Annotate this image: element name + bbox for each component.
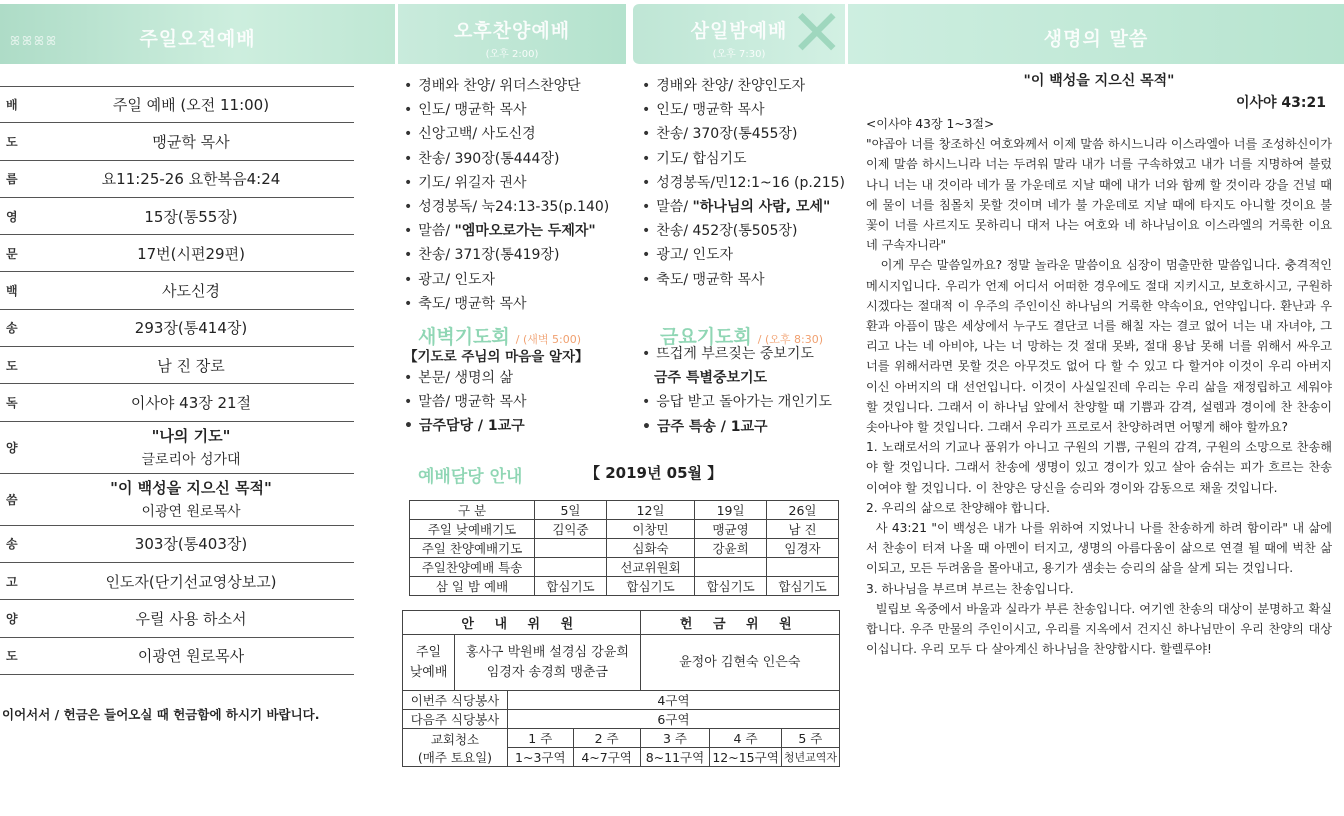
list-item: • 성경봉독/ 눅24:13-35(p.140)	[404, 195, 609, 219]
order-label: 영	[6, 209, 18, 224]
order-label: 배	[6, 98, 18, 113]
cleaning-label-cell	[403, 729, 508, 767]
friday-prayer-time: / (오후 8:30)	[757, 333, 824, 346]
sermon-paragraph: 1. 노래로서의 기교나 품위가 아니고 구원의 기쁨, 구원의 감격, 구원의 소망으로 찬송해야 할 것입니다. 그래서 찬송에 생명이 있고 경이가 있고 살아 숨쉬는 피가 흐르는 찬송이여야 할 것입니다. 이 찬양은 당신을 승리와 경이와 감동으로 채울 것입니다.	[866, 440, 1332, 495]
dawn-prayer-time: / (새벽 5:00)	[515, 333, 582, 346]
list-item: • 찬송/ 452장(통505장)	[642, 219, 845, 243]
table-cell: 남 진	[767, 520, 839, 539]
list-item: • 축도/ 맹균학 목사	[642, 268, 845, 292]
list-item	[642, 195, 845, 219]
table-cell	[535, 539, 607, 558]
anthem-choir: 글로리아 성가대	[141, 452, 241, 469]
list-item: • 광고/ 인도자	[642, 243, 845, 267]
order-value: 주일 예배 (오전 11:00)	[112, 96, 270, 115]
offering-names-cell: 윤정아 김현숙 인은숙	[640, 635, 839, 691]
order-row	[0, 563, 354, 600]
order-row	[0, 384, 354, 421]
list-item: • 기도/ 합심기도	[642, 147, 845, 171]
table-header-row	[410, 501, 839, 520]
order-label: 도	[6, 134, 18, 149]
list-item: • 뜨겁게 부르짖는 중보기도	[642, 342, 832, 366]
list-item: • 경배와 찬양/ 찬양인도자	[642, 74, 845, 98]
order-value: 303장(통403장)	[134, 535, 248, 554]
order-value: 우릴 사용 하소서	[135, 609, 247, 628]
sermon-paragraph: 빌립보 옥중에서 바울과 실라가 부른 찬송입니다. 여기엔 찬송의 대상이 분명하고 확실합니다. 우주 만물의 주인이시고, 우리를 지옥에서 건지신 하나님만이 우리 찬양의 대상이십니다. 우리 모두 다 살아계신 하나님을 찬양합시다. 할렐루야!	[866, 601, 1332, 657]
table-cell: 합심기도	[606, 577, 694, 596]
order-label: 씀	[6, 492, 18, 507]
area-cell: 1~3구역	[507, 748, 573, 767]
usher-table	[402, 610, 840, 767]
order-label: 독	[6, 396, 18, 411]
order-value: 요11:25-26 요한복음4:24	[101, 170, 281, 189]
worship-order-table	[0, 86, 354, 675]
order-row	[0, 310, 354, 347]
table-header-cell: 5일	[535, 501, 607, 520]
order-value: 이사야 43장 21절	[130, 394, 252, 413]
list-item: • 금주 특송 / 1교구	[642, 415, 832, 439]
dawn-prayer-heading: 새벽기도회	[418, 326, 510, 348]
order-label: 양	[6, 440, 18, 455]
morning-service-banner	[0, 4, 395, 64]
order-label: 백	[6, 284, 18, 299]
table-header-cell: 26일	[767, 501, 839, 520]
table-cell: 주일 낮예배기도	[410, 520, 535, 539]
list-item: • 찬송/ 390장(통444장)	[404, 147, 609, 171]
order-value: 인도자(단기선교영상보고)	[105, 572, 277, 591]
wednesday-service-title: 삼일밤예배	[690, 20, 788, 42]
afternoon-service-banner	[398, 4, 626, 64]
list-item-prefix: 말씀/	[418, 223, 455, 240]
table-cell: 합심기도	[535, 577, 607, 596]
wednesday-sermon-title: "하나님의 사람, 모세"	[692, 198, 831, 215]
order-label: 도	[6, 649, 18, 664]
sermon-paragraph: 사 43:21 "이 백성은 내가 나를 위하여 지었나니 나를 찬송하게 하려 함이라" 내 삶에서 찬송이 터져 나올 때 아멘이 터지고, 생명의 아름다움이 삶으로 연결 될 때에 벅찬 삶이되고, 모든 두려움을 몰아내고, 용기가 샘솟는 승리의 삶을 살게 되는 것입니다.	[866, 521, 1332, 576]
list-item: 금주 특별중보기도	[654, 370, 768, 387]
afternoon-service-title: 오후찬양예배	[453, 20, 571, 42]
tree-decoration-icon: ꕤꕤꕤꕤ	[10, 34, 58, 48]
table-row	[403, 691, 840, 710]
cross-decoration-icon: ✕	[790, 0, 844, 71]
afternoon-order-list	[404, 74, 609, 316]
week-cell: 2 주	[573, 729, 640, 748]
table-cell	[535, 558, 607, 577]
guide-names-line: 임경자 송경희 맹춘금	[486, 664, 608, 680]
order-row	[0, 161, 354, 198]
duty-table	[409, 500, 839, 596]
dawn-prayer-list	[404, 366, 527, 439]
order-label: 송	[6, 537, 18, 552]
order-row	[0, 272, 354, 309]
week-cell: 4 주	[710, 729, 781, 748]
sermon-paragraph: 2. 우리의 삶으로 찬양해야 합니다.	[866, 500, 1051, 515]
order-row	[0, 600, 354, 637]
order-row	[0, 347, 354, 384]
order-label: 도	[6, 358, 18, 373]
list-item	[404, 219, 609, 243]
order-row	[0, 638, 354, 675]
order-value: 맹균학 목사	[152, 132, 230, 151]
cleaning-label-line: (매주 토요일)	[417, 749, 493, 765]
sermon-paragraph: 이게 무슨 말씀일까요? 정말 놀라운 말씀이요 심장이 멈출만한 말씀입니다. 충격적인 메시지입니다. 우리가 언제 어디서 어떠한 경우에도 절대 지키시고, 보호하시고, 구원하시겠다는 절대적 이 우주의 주인이신 하나님의 거룩한 약속이요, 언약입니다. 환난과 우환과 아픔이 많은 세상에서 누구도 결단코 너를 해칠 자는 결코 없어 너는 내 자녀야, 그리고 나는 네 아비야, 나는 너 망하는 것 절대 못봐, 절대 용납 못해 너를 위해서 싸우고 너를 위해서라면 못할 것은 아무것도 없어 다 할 수 있고 다 할거야 이것이 우리 아버지이신 아버지의 대 선언입니다. 이것이 사실일진데 우리는 우리 삶을 재정립하고 세워야할 것입니다. 그래서 이 하나님 앞에서 찬양할 때 기쁨과 감격, 설렘과 경이에 찬 찬송이 솟아나야 할 것입니다. 그래서 우리가 프로로서 찬양하려면 어떻게 해야 할까요?	[866, 258, 1332, 435]
order-label: 송	[6, 321, 18, 336]
duty-month: 【 2019년 05월 】	[585, 464, 723, 482]
order-label: 문	[6, 246, 18, 261]
list-item: • 성경봉독/민12:1~16 (p.215)	[642, 171, 845, 195]
list-item: • 찬송/ 371장(통419장)	[404, 243, 609, 267]
offering-committee-header: 헌 금 위 원	[640, 611, 839, 635]
table-header-cell: 구 분	[410, 501, 535, 520]
list-item: • 금주담당 / 1교구	[404, 414, 527, 438]
table-cell: 심화숙	[606, 539, 694, 558]
sermon-reference: 이사야 43:21	[1235, 95, 1326, 111]
sermon-paragraph: 3. 하나님을 부르며 부르는 찬송입니다.	[866, 581, 1074, 596]
dawn-prayer-theme: 【기도로 주님의 마음을 알자】	[404, 349, 589, 365]
order-row	[0, 526, 354, 563]
list-item: • 말씀/ 맹균학 목사	[404, 390, 527, 414]
order-value	[28, 477, 354, 521]
sermon-title: "이 백성을 지으신 목적"	[1023, 73, 1175, 89]
list-item: • 인도/ 맹균학 목사	[404, 98, 609, 122]
word-of-life-title: 생명의 말씀	[1043, 28, 1149, 50]
order-row	[0, 123, 354, 160]
sermon-body	[866, 114, 1332, 659]
order-row	[0, 235, 354, 272]
cleaning-label-line: 교회청소	[430, 731, 480, 747]
word-of-life-banner	[848, 4, 1344, 64]
area-cell: 8~11구역	[640, 748, 710, 767]
table-row	[410, 558, 839, 577]
table-cell: 이창민	[606, 520, 694, 539]
table-row	[410, 539, 839, 558]
week-cell: 1 주	[507, 729, 573, 748]
table-cell: 임경자	[767, 539, 839, 558]
order-label: 양	[6, 611, 18, 626]
week-cell: 3 주	[640, 729, 710, 748]
order-row	[0, 422, 354, 474]
sermon-title-entry: "이 백성을 지으신 목적"	[110, 479, 272, 498]
table-cell: 선교위원회	[606, 558, 694, 577]
table-cell: 맹균영	[695, 520, 767, 539]
wednesday-order-list	[642, 74, 845, 292]
service-label-line: 주일	[416, 644, 442, 660]
sermon-section	[866, 70, 1332, 659]
area-cell: 12~15구역	[710, 748, 781, 767]
order-row	[0, 86, 354, 123]
friday-prayer-list	[642, 342, 832, 439]
table-header-row	[403, 611, 840, 635]
area-cell: 청년교역자	[781, 748, 839, 767]
list-item: • 광고/ 인도자	[404, 268, 609, 292]
friday-prayer-heading: 금요기도회	[660, 326, 752, 348]
guide-names-line: 홍사구 박원배 설경심 강윤희	[465, 644, 629, 660]
table-header-cell: 19일	[695, 501, 767, 520]
table-row	[410, 520, 839, 539]
order-label: 름	[6, 172, 18, 187]
week-cell: 5 주	[781, 729, 839, 748]
table-cell: 주일찬양예배 특송	[410, 558, 535, 577]
wednesday-service-time: (오후 7:30)	[712, 49, 766, 60]
table-row	[403, 635, 840, 691]
table-cell	[695, 558, 767, 577]
afternoon-sermon-title: "엠마오로가는 두제자"	[454, 223, 596, 240]
order-row	[0, 474, 354, 526]
list-item: • 인도/ 맹균학 목사	[642, 98, 845, 122]
guide-committee-header: 안 내 위 원	[403, 611, 641, 635]
order-label: 고	[6, 574, 18, 589]
table-cell: 김익중	[535, 520, 607, 539]
order-value: 사도신경	[162, 282, 220, 301]
table-header-cell: 12일	[606, 501, 694, 520]
order-value: 17번(시편29편)	[137, 244, 245, 263]
list-item: • 본문/ 생명의 삶	[404, 366, 527, 390]
order-value: 이광연 원로목사	[137, 647, 245, 666]
order-value: 15장(통55장)	[144, 207, 238, 226]
service-label-line: 낮예배	[409, 664, 448, 680]
order-row	[0, 198, 354, 235]
table-cell: 삼 일 밤 예배	[410, 577, 535, 596]
table-cell: 합심기도	[767, 577, 839, 596]
list-item: • 신앙고백/ 사도신경	[404, 122, 609, 146]
afternoon-service-time: (오후 2:00)	[485, 49, 539, 60]
meal-this-week-value: 4구역	[507, 691, 839, 710]
table-row	[410, 577, 839, 596]
table-cell	[767, 558, 839, 577]
order-value: 293장(통414장)	[134, 319, 248, 338]
offering-note: 이어서서 / 헌금은 들어오실 때 헌금함에 하시기 바랍니다.	[2, 707, 320, 722]
table-cell: 주일 찬양예배기도	[410, 539, 535, 558]
sermon-paragraph: "야곱아 너를 창조하신 여호와께서 이제 말씀 하시느니라 이스라엘아 너를 조성하신이가 이제 말씀 하시느니라 너는 두려워 말라 내가 너를 구속하였고 내가 너를 지명하여 불렀나니 너는 내 것이라 네가 물 가운데로 지날 때에 내가 너와 함께 할 것이라 강을 건널 때에 물이 너를 침몰치 못할 것이며 네가 불 가운데로 지날 때에 타지도 아니할 것이요 불꽃이 너를 사르지도 못하리니 대저 나는 여호와 네 하나님이요 이스라엘의 거룩한 이요 네 구속자니라"	[866, 137, 1332, 253]
list-item: • 기도/ 위길자 권사	[404, 171, 609, 195]
area-cell: 4~7구역	[573, 748, 640, 767]
list-item: • 찬송/ 370장(통455장)	[642, 122, 845, 146]
duty-guide-title: 예배담당 안내	[418, 467, 523, 487]
meal-next-week-value: 6구역	[507, 710, 839, 729]
meal-next-week-label: 다음주 식당봉사	[403, 710, 508, 729]
morning-service-title: 주일오전예배	[139, 28, 256, 50]
list-item: • 경배와 찬양/ 위더스찬양단	[404, 74, 609, 98]
guide-names-cell	[455, 635, 640, 691]
table-row	[403, 710, 840, 729]
table-cell: 합심기도	[695, 577, 767, 596]
sermon-preacher: 이광연 원로목사	[141, 504, 241, 521]
meal-this-week-label: 이번주 식당봉사	[403, 691, 508, 710]
sermon-paragraph: <이사야 43장 1~3절>	[866, 117, 995, 131]
anthem-title: "나의 기도"	[151, 427, 231, 446]
list-item-prefix: 말씀/	[656, 198, 693, 215]
service-label-cell	[403, 635, 455, 691]
list-item: • 축도/ 맹균학 목사	[404, 292, 609, 316]
order-value: 남 진 장로	[157, 356, 225, 375]
table-row	[403, 729, 840, 748]
table-cell: 강윤희	[695, 539, 767, 558]
list-item: • 응답 받고 돌아가는 개인기도	[642, 390, 832, 414]
order-value	[28, 425, 354, 469]
